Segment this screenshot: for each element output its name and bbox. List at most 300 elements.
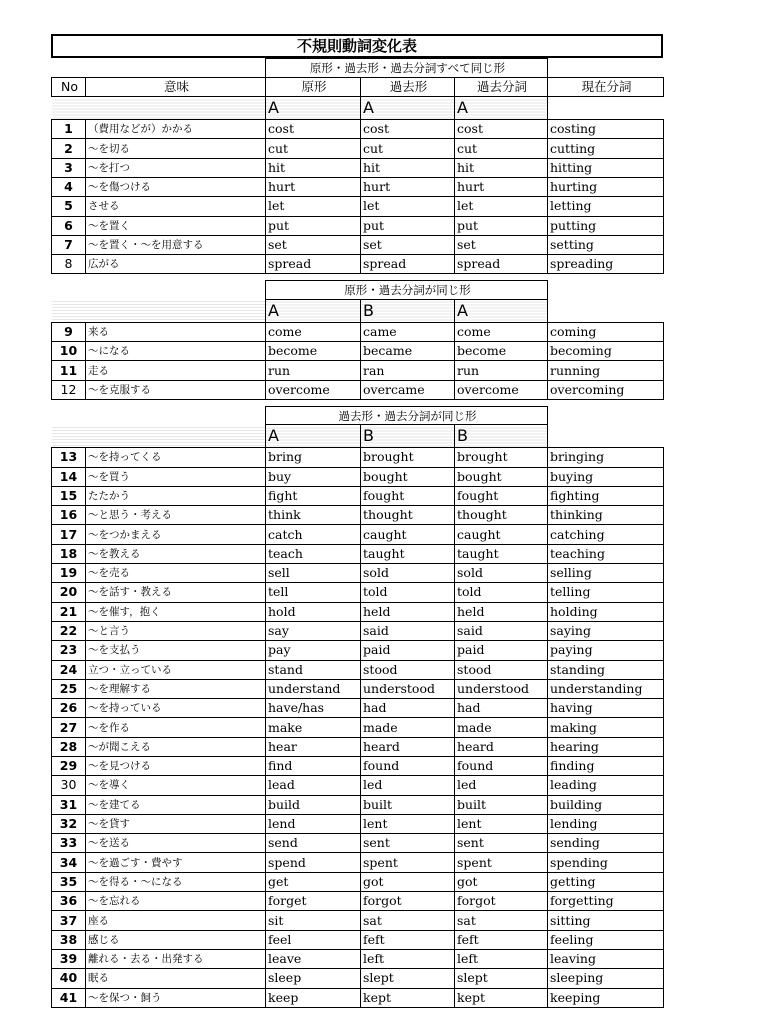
present-participle-cell: feeling xyxy=(548,930,664,949)
table-row xyxy=(52,255,664,274)
header-no: No xyxy=(52,77,86,96)
past-form-cell: led xyxy=(361,776,455,795)
past-participle-cell: left xyxy=(455,949,548,968)
meaning-cell: ～を送る xyxy=(86,834,266,853)
base-form-cell: lend xyxy=(266,814,361,833)
present-participle-cell: understanding xyxy=(548,679,664,698)
past-participle-cell: fought xyxy=(455,486,548,505)
table-row xyxy=(52,342,664,361)
base-form-cell: make xyxy=(266,718,361,737)
group-spacer xyxy=(52,274,664,281)
pattern-letter: A xyxy=(266,97,361,120)
base-form-cell: run xyxy=(266,361,361,380)
past-participle-cell: brought xyxy=(455,448,548,467)
meaning-cell: ～になる xyxy=(86,342,266,361)
row-number: 23 xyxy=(52,641,86,660)
meaning-cell: 感じる xyxy=(86,930,266,949)
table-row xyxy=(52,737,664,756)
present-participle-cell: keeping xyxy=(548,988,664,1007)
table-row xyxy=(52,718,664,737)
table-row xyxy=(52,911,664,930)
past-participle-cell: put xyxy=(455,216,548,235)
group-label-row xyxy=(52,406,664,424)
verb-table xyxy=(51,58,664,1008)
past-form-cell: hurt xyxy=(361,177,455,196)
table-row xyxy=(52,699,664,718)
row-number: 9 xyxy=(52,322,86,341)
present-participle-cell: costing xyxy=(548,120,664,139)
header-base: 原形 xyxy=(266,77,361,96)
spacer-cell xyxy=(266,399,361,406)
table-row xyxy=(52,814,664,833)
meaning-cell: ～を過ごす・費やす xyxy=(86,853,266,872)
row-number: 3 xyxy=(52,158,86,177)
present-participle-cell: getting xyxy=(548,872,664,891)
past-participle-cell: overcome xyxy=(455,380,548,399)
past-participle-cell: spent xyxy=(455,853,548,872)
present-participle-cell: setting xyxy=(548,235,664,254)
row-number: 31 xyxy=(52,795,86,814)
group-label: 過去形・過去分詞が同じ形 xyxy=(266,406,548,424)
meaning-cell: ～を傷つける xyxy=(86,177,266,196)
present-participle-cell: leaving xyxy=(548,949,664,968)
past-participle-cell: got xyxy=(455,872,548,891)
past-participle-cell: run xyxy=(455,361,548,380)
row-number: 38 xyxy=(52,930,86,949)
past-form-cell: cut xyxy=(361,139,455,158)
base-form-cell: send xyxy=(266,834,361,853)
header-meaning: 意味 xyxy=(86,77,266,96)
empty-cell xyxy=(86,406,266,424)
empty-cell xyxy=(52,406,86,424)
present-participle-cell: building xyxy=(548,795,664,814)
past-form-cell: forgot xyxy=(361,892,455,911)
group-label-row xyxy=(52,59,664,78)
pattern-letter: B xyxy=(361,299,455,322)
present-participle-cell: lending xyxy=(548,814,664,833)
past-form-cell: found xyxy=(361,757,455,776)
spacer-cell xyxy=(548,399,664,406)
past-participle-cell: cost xyxy=(455,120,548,139)
empty-cell xyxy=(52,97,86,120)
past-participle-cell: built xyxy=(455,795,548,814)
spacer-cell xyxy=(52,399,86,406)
spacer-cell xyxy=(361,399,455,406)
base-form-cell: hurt xyxy=(266,177,361,196)
meaning-cell: ～を理解する xyxy=(86,679,266,698)
pattern-letter: B xyxy=(361,425,455,448)
past-participle-cell: feft xyxy=(455,930,548,949)
table-row xyxy=(52,892,664,911)
meaning-cell: 立つ・立っている xyxy=(86,660,266,679)
base-form-cell: forget xyxy=(266,892,361,911)
past-participle-cell: sent xyxy=(455,834,548,853)
present-participle-cell: sitting xyxy=(548,911,664,930)
past-form-cell: thought xyxy=(361,506,455,525)
row-number: 10 xyxy=(52,342,86,361)
spacer-cell xyxy=(86,274,266,281)
present-participle-cell: standing xyxy=(548,660,664,679)
base-form-cell: fight xyxy=(266,486,361,505)
base-form-cell: hit xyxy=(266,158,361,177)
past-form-cell: held xyxy=(361,602,455,621)
pattern-letter: A xyxy=(361,97,455,120)
row-number: 29 xyxy=(52,757,86,776)
row-number: 30 xyxy=(52,776,86,795)
row-number: 20 xyxy=(52,583,86,602)
past-form-cell: bought xyxy=(361,467,455,486)
base-form-cell: become xyxy=(266,342,361,361)
base-form-cell: sit xyxy=(266,911,361,930)
meaning-cell: ～を持ってくる xyxy=(86,448,266,467)
past-form-cell: caught xyxy=(361,525,455,544)
table-row xyxy=(52,158,664,177)
header-past-participle: 過去分詞 xyxy=(455,77,548,96)
present-participle-cell: buying xyxy=(548,467,664,486)
base-form-cell: get xyxy=(266,872,361,891)
row-number: 6 xyxy=(52,216,86,235)
past-participle-cell: stood xyxy=(455,660,548,679)
empty-cell xyxy=(86,281,266,299)
past-participle-cell: become xyxy=(455,342,548,361)
meaning-cell: ～を置く・～を用意する xyxy=(86,235,266,254)
table-row xyxy=(52,641,664,660)
past-form-cell: sent xyxy=(361,834,455,853)
empty-cell xyxy=(548,299,664,322)
past-form-cell: sat xyxy=(361,911,455,930)
present-participle-cell: saying xyxy=(548,621,664,640)
table-row xyxy=(52,448,664,467)
meaning-cell: ～を買う xyxy=(86,467,266,486)
present-participle-cell: hearing xyxy=(548,737,664,756)
base-form-cell: set xyxy=(266,235,361,254)
meaning-cell: 走る xyxy=(86,361,266,380)
meaning-cell: ～を打つ xyxy=(86,158,266,177)
present-participle-cell: spending xyxy=(548,853,664,872)
past-participle-cell: made xyxy=(455,718,548,737)
irregular-verb-sheet xyxy=(51,34,663,1008)
meaning-cell: ～を催す，抱く xyxy=(86,602,266,621)
present-participle-cell: bringing xyxy=(548,448,664,467)
meaning-cell: ～と思う・考える xyxy=(86,506,266,525)
meaning-cell: ～を切る xyxy=(86,139,266,158)
past-form-cell: sold xyxy=(361,564,455,583)
meaning-cell: ～が聞こえる xyxy=(86,737,266,756)
past-participle-cell: forgot xyxy=(455,892,548,911)
present-participle-cell: telling xyxy=(548,583,664,602)
past-form-cell: put xyxy=(361,216,455,235)
table-row xyxy=(52,757,664,776)
present-participle-cell: letting xyxy=(548,197,664,216)
base-form-cell: teach xyxy=(266,544,361,563)
present-participle-cell: selling xyxy=(548,564,664,583)
table-row xyxy=(52,930,664,949)
pattern-letter: A xyxy=(266,425,361,448)
table-row xyxy=(52,235,664,254)
row-number: 36 xyxy=(52,892,86,911)
present-participle-cell: holding xyxy=(548,602,664,621)
past-form-cell: kept xyxy=(361,988,455,1007)
present-participle-cell: making xyxy=(548,718,664,737)
group-spacer xyxy=(52,399,664,406)
past-participle-cell: hurt xyxy=(455,177,548,196)
table-row xyxy=(52,564,664,583)
row-number: 16 xyxy=(52,506,86,525)
past-form-cell: told xyxy=(361,583,455,602)
pattern-letter: A xyxy=(266,299,361,322)
past-participle-cell: cut xyxy=(455,139,548,158)
past-form-cell: said xyxy=(361,621,455,640)
past-form-cell: slept xyxy=(361,969,455,988)
present-participle-cell: hurting xyxy=(548,177,664,196)
meaning-cell: 来る xyxy=(86,322,266,341)
meaning-cell: ～を持っている xyxy=(86,699,266,718)
table-row xyxy=(52,216,664,235)
past-participle-cell: let xyxy=(455,197,548,216)
table-row xyxy=(52,621,664,640)
row-number: 19 xyxy=(52,564,86,583)
empty-cell xyxy=(86,97,266,120)
past-participle-cell: hit xyxy=(455,158,548,177)
base-form-cell: spread xyxy=(266,255,361,274)
meaning-cell: ～と言う xyxy=(86,621,266,640)
row-number: 37 xyxy=(52,911,86,930)
meaning-cell: させる xyxy=(86,197,266,216)
row-number: 40 xyxy=(52,969,86,988)
pattern-letter: B xyxy=(455,425,548,448)
row-number: 34 xyxy=(52,853,86,872)
past-form-cell: lent xyxy=(361,814,455,833)
past-form-cell: paid xyxy=(361,641,455,660)
row-number: 21 xyxy=(52,602,86,621)
group-label: 原形・過去分詞が同じ形 xyxy=(266,281,548,299)
table-row xyxy=(52,380,664,399)
table-row xyxy=(52,361,664,380)
past-participle-cell: slept xyxy=(455,969,548,988)
past-participle-cell: said xyxy=(455,621,548,640)
past-form-cell: built xyxy=(361,795,455,814)
header-present-participle: 現在分詞 xyxy=(548,77,664,96)
present-participle-cell: spreading xyxy=(548,255,664,274)
row-number: 27 xyxy=(52,718,86,737)
past-participle-cell: understood xyxy=(455,679,548,698)
verb-table-body xyxy=(52,59,664,1008)
past-form-cell: made xyxy=(361,718,455,737)
row-number: 22 xyxy=(52,621,86,640)
row-number: 28 xyxy=(52,737,86,756)
base-form-cell: cut xyxy=(266,139,361,158)
past-participle-cell: found xyxy=(455,757,548,776)
past-participle-cell: set xyxy=(455,235,548,254)
past-participle-cell: had xyxy=(455,699,548,718)
row-number: 4 xyxy=(52,177,86,196)
row-number: 18 xyxy=(52,544,86,563)
past-participle-cell: heard xyxy=(455,737,548,756)
row-number: 35 xyxy=(52,872,86,891)
base-form-cell: put xyxy=(266,216,361,235)
meaning-cell: ～を置く xyxy=(86,216,266,235)
empty-cell xyxy=(86,59,266,78)
base-form-cell: tell xyxy=(266,583,361,602)
past-form-cell: feft xyxy=(361,930,455,949)
pattern-row xyxy=(52,97,664,120)
table-row xyxy=(52,988,664,1007)
table-row xyxy=(52,544,664,563)
meaning-cell: ～を支払う xyxy=(86,641,266,660)
past-form-cell: became xyxy=(361,342,455,361)
row-number: 39 xyxy=(52,949,86,968)
empty-cell xyxy=(548,406,664,424)
group-label-row xyxy=(52,281,664,299)
spacer-cell xyxy=(266,274,361,281)
past-participle-cell: bought xyxy=(455,467,548,486)
past-form-cell: spent xyxy=(361,853,455,872)
present-participle-cell: catching xyxy=(548,525,664,544)
spacer-cell xyxy=(455,399,548,406)
present-participle-cell: running xyxy=(548,361,664,380)
base-form-cell: build xyxy=(266,795,361,814)
base-form-cell: buy xyxy=(266,467,361,486)
group-label: 原形・過去形・過去分詞すべて同じ形 xyxy=(266,59,548,78)
row-number: 12 xyxy=(52,380,86,399)
base-form-cell: sell xyxy=(266,564,361,583)
table-row xyxy=(52,969,664,988)
empty-cell xyxy=(548,59,664,78)
past-form-cell: let xyxy=(361,197,455,216)
past-form-cell: left xyxy=(361,949,455,968)
base-form-cell: come xyxy=(266,322,361,341)
table-row xyxy=(52,795,664,814)
past-form-cell: got xyxy=(361,872,455,891)
past-form-cell: came xyxy=(361,322,455,341)
meaning-cell: ～を教える xyxy=(86,544,266,563)
meaning-cell: ～を話す・教える xyxy=(86,583,266,602)
base-form-cell: cost xyxy=(266,120,361,139)
present-participle-cell: having xyxy=(548,699,664,718)
header-row xyxy=(52,77,664,96)
table-row xyxy=(52,949,664,968)
empty-cell xyxy=(86,425,266,448)
present-participle-cell: overcoming xyxy=(548,380,664,399)
pattern-letter: A xyxy=(455,97,548,120)
present-participle-cell: becoming xyxy=(548,342,664,361)
meaning-cell: ～を克服する xyxy=(86,380,266,399)
table-row xyxy=(52,177,664,196)
present-participle-cell: hitting xyxy=(548,158,664,177)
empty-cell xyxy=(52,59,86,78)
row-number: 17 xyxy=(52,525,86,544)
table-row xyxy=(52,872,664,891)
table-row xyxy=(52,660,664,679)
table-row xyxy=(52,486,664,505)
table-row xyxy=(52,120,664,139)
row-number: 1 xyxy=(52,120,86,139)
row-number: 24 xyxy=(52,660,86,679)
base-form-cell: stand xyxy=(266,660,361,679)
table-row xyxy=(52,467,664,486)
past-form-cell: taught xyxy=(361,544,455,563)
past-form-cell: set xyxy=(361,235,455,254)
meaning-cell: ～をつかまえる xyxy=(86,525,266,544)
table-row xyxy=(52,139,664,158)
past-form-cell: had xyxy=(361,699,455,718)
base-form-cell: understand xyxy=(266,679,361,698)
row-number: 11 xyxy=(52,361,86,380)
base-form-cell: think xyxy=(266,506,361,525)
empty-cell xyxy=(548,425,664,448)
empty-cell xyxy=(52,425,86,448)
row-number: 5 xyxy=(52,197,86,216)
present-participle-cell: teaching xyxy=(548,544,664,563)
base-form-cell: bring xyxy=(266,448,361,467)
pattern-row xyxy=(52,299,664,322)
base-form-cell: lead xyxy=(266,776,361,795)
base-form-cell: find xyxy=(266,757,361,776)
header-past: 過去形 xyxy=(361,77,455,96)
meaning-cell: 離れる・去る・出発する xyxy=(86,949,266,968)
table-row xyxy=(52,525,664,544)
present-participle-cell: coming xyxy=(548,322,664,341)
meaning-cell: ～を得る・～になる xyxy=(86,872,266,891)
meaning-cell: 広がる xyxy=(86,255,266,274)
base-form-cell: pay xyxy=(266,641,361,660)
present-participle-cell: leading xyxy=(548,776,664,795)
meaning-cell: たたかう xyxy=(86,486,266,505)
table-row xyxy=(52,602,664,621)
row-number: 14 xyxy=(52,467,86,486)
spacer-cell xyxy=(548,274,664,281)
past-participle-cell: held xyxy=(455,602,548,621)
past-participle-cell: sold xyxy=(455,564,548,583)
meaning-cell: ～を貸す xyxy=(86,814,266,833)
base-form-cell: overcome xyxy=(266,380,361,399)
row-number: 8 xyxy=(52,255,86,274)
base-form-cell: let xyxy=(266,197,361,216)
base-form-cell: feel xyxy=(266,930,361,949)
row-number: 7 xyxy=(52,235,86,254)
table-row xyxy=(52,776,664,795)
spacer-cell xyxy=(361,274,455,281)
past-participle-cell: caught xyxy=(455,525,548,544)
table-row xyxy=(52,853,664,872)
meaning-cell: ～を導く xyxy=(86,776,266,795)
past-form-cell: cost xyxy=(361,120,455,139)
base-form-cell: catch xyxy=(266,525,361,544)
base-form-cell: keep xyxy=(266,988,361,1007)
row-number: 2 xyxy=(52,139,86,158)
past-form-cell: understood xyxy=(361,679,455,698)
present-participle-cell: paying xyxy=(548,641,664,660)
meaning-cell: （費用などが）かかる xyxy=(86,120,266,139)
meaning-cell: ～を忘れる xyxy=(86,892,266,911)
meaning-cell: ～を保つ・飼う xyxy=(86,988,266,1007)
past-form-cell: hit xyxy=(361,158,455,177)
present-participle-cell: forgetting xyxy=(548,892,664,911)
meaning-cell: ～を建てる xyxy=(86,795,266,814)
base-form-cell: have/has xyxy=(266,699,361,718)
past-participle-cell: kept xyxy=(455,988,548,1007)
past-form-cell: spread xyxy=(361,255,455,274)
present-participle-cell: sleeping xyxy=(548,969,664,988)
past-form-cell: fought xyxy=(361,486,455,505)
pattern-letter: A xyxy=(455,299,548,322)
meaning-cell: 眠る xyxy=(86,969,266,988)
row-number: 26 xyxy=(52,699,86,718)
present-participle-cell: sending xyxy=(548,834,664,853)
row-number: 15 xyxy=(52,486,86,505)
row-number: 33 xyxy=(52,834,86,853)
meaning-cell: ～を売る xyxy=(86,564,266,583)
